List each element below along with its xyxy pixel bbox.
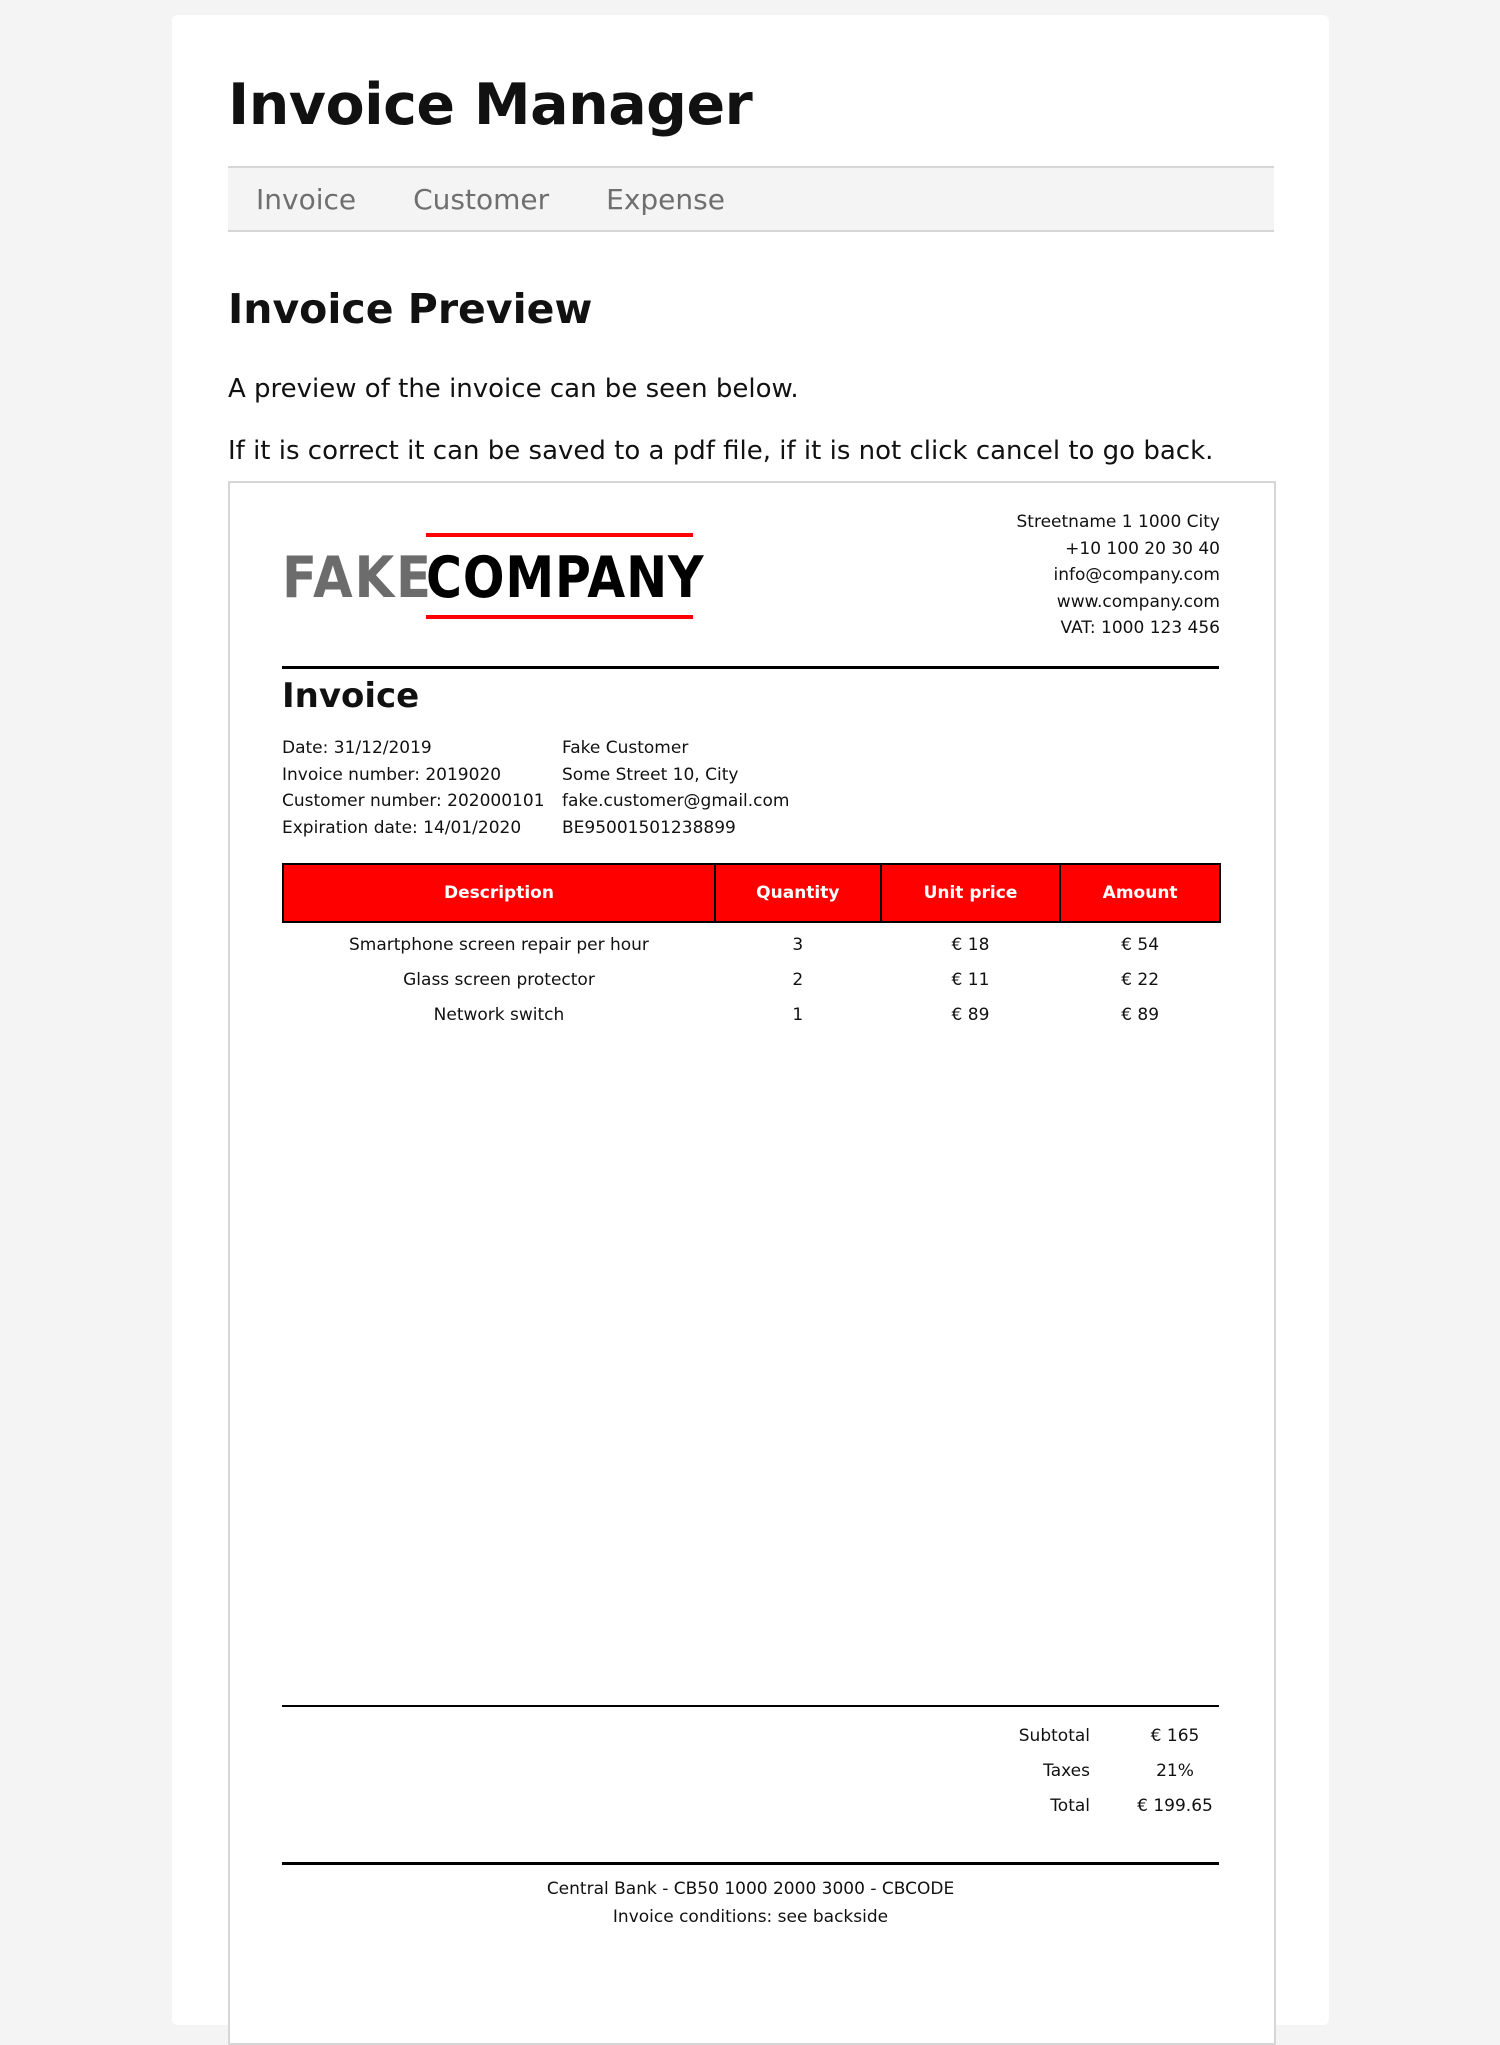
column-header-description: Description [283, 864, 715, 922]
item-quantity: 1 [792, 1004, 804, 1025]
main-nav [228, 166, 1274, 232]
logo-bar-bottom [426, 615, 693, 619]
customer-name: Fake Customer [562, 738, 689, 758]
customer-address: Some Street 10, City [562, 764, 739, 785]
item-amount: € 22 [1121, 969, 1160, 990]
main-page [172, 15, 1329, 2025]
footer-divider [282, 1862, 1219, 1865]
app-title: Invoice Manager [228, 72, 753, 138]
invoice-heading: Invoice [282, 676, 420, 716]
nav-item-invoice[interactable]: Invoice [256, 182, 357, 216]
invoice-meta [282, 735, 545, 841]
nav-item-customer[interactable]: Customer [413, 182, 550, 216]
item-description: Smartphone screen repair per hour [349, 934, 649, 955]
company-email: info@company.com [1053, 565, 1220, 585]
customer-iban: BE95001501238899 [562, 817, 736, 838]
total-label: Total [1050, 1796, 1090, 1816]
invoice-number: Invoice number: 2019020 [282, 764, 502, 785]
item-amount: € 54 [1121, 934, 1160, 955]
company-logo [282, 533, 705, 619]
logo-bar-top [426, 533, 693, 537]
table-row [283, 962, 1220, 997]
subtotal-value: € 165 [1150, 1726, 1200, 1746]
intro-text: A preview of the invoice can be seen below. [228, 374, 799, 404]
item-unit-price: € 18 [951, 934, 990, 955]
company-info [1017, 509, 1220, 642]
logo-word-company: COMPANY [426, 545, 705, 611]
invoice-date: Date: 31/12/2019 [282, 738, 432, 758]
invoice-items-table [282, 863, 1221, 1032]
taxes-value: 21% [1156, 1761, 1194, 1781]
invoice-footer [282, 1875, 1219, 1931]
table-header-row [283, 864, 1220, 922]
item-description: Network switch [433, 1004, 565, 1025]
bank-details: Central Bank - CB50 1000 2000 3000 - CBCODE [546, 1879, 955, 1899]
table-row [283, 922, 1220, 962]
company-vat: VAT: 1000 123 456 [1060, 618, 1220, 638]
table-row [283, 997, 1220, 1032]
customer-email: fake.customer@gmail.com [562, 791, 790, 811]
invoice-preview [228, 481, 1276, 2045]
expiration-date: Expiration date: 14/01/2020 [282, 817, 522, 838]
column-header-quantity: Quantity [715, 864, 881, 922]
header-divider [282, 666, 1219, 669]
customer-details [562, 735, 789, 841]
logo-word-fake: FAKE [282, 545, 433, 611]
totals-divider [282, 1705, 1219, 1707]
item-quantity: 2 [792, 969, 804, 990]
company-address: Streetname 1 1000 City [1016, 512, 1220, 532]
company-website: www.company.com [1056, 591, 1220, 612]
item-amount: € 89 [1121, 1004, 1160, 1025]
column-header-amount: Amount [1060, 864, 1220, 922]
page-title: Invoice Preview [228, 285, 593, 333]
company-phone: +10 100 20 30 40 [1065, 538, 1220, 559]
item-unit-price: € 11 [951, 969, 990, 990]
subtotal-label: Subtotal [1018, 1726, 1090, 1746]
totals-values [1090, 1719, 1260, 1824]
invoice-conditions: Invoice conditions: see backside [612, 1907, 889, 1927]
nav-item-expense[interactable]: Expense [606, 182, 725, 216]
instructions-text: If it is correct it can be saved to a pdf file, if it is not click cancel to go back. [228, 436, 1214, 466]
item-description: Glass screen protector [403, 969, 595, 990]
column-header-unit-price: Unit price [881, 864, 1061, 922]
taxes-label: Taxes [1043, 1761, 1090, 1781]
total-value: € 199.65 [1137, 1796, 1213, 1816]
item-quantity: 3 [792, 934, 804, 955]
item-unit-price: € 89 [951, 1004, 990, 1025]
totals-labels [930, 1719, 1090, 1824]
customer-number: Customer number: 202000101 [282, 791, 545, 811]
